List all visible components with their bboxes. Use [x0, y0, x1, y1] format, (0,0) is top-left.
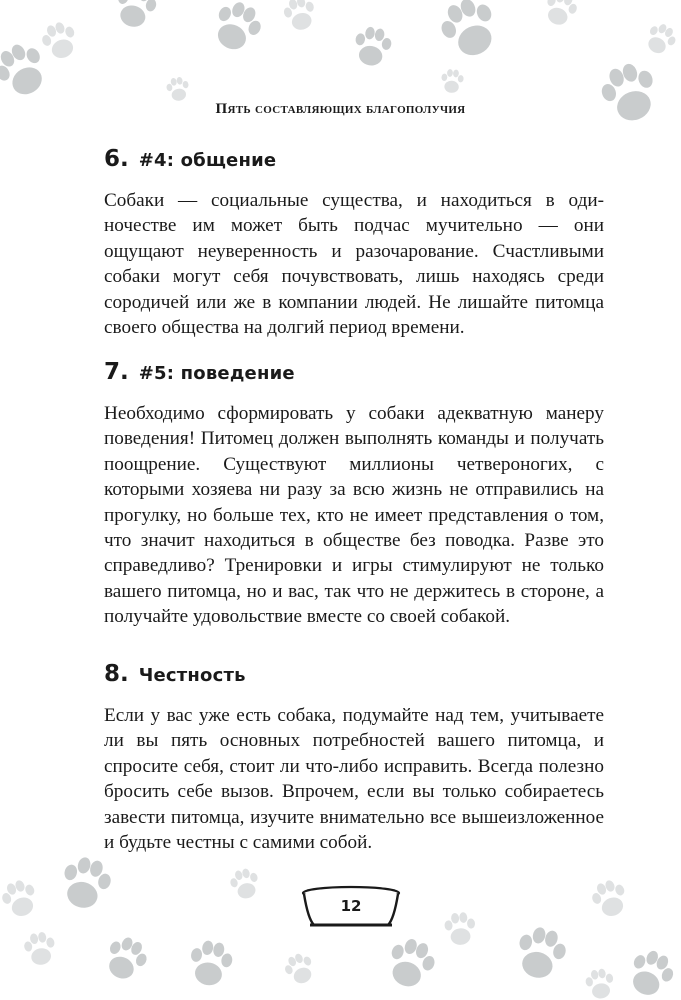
- section-6: [104, 146, 604, 340]
- paw-icon: [207, 0, 267, 57]
- section-number: 7.: [104, 359, 129, 385]
- paw-icon: [641, 20, 680, 59]
- section-title: #4: общение: [138, 150, 277, 171]
- paw-icon: [228, 866, 262, 901]
- section-body: Необходимо сформировать у собаки адекватную манеру поведения! Питомец должен выполнять команды и получать поощрение. Существуют миллионы четвероногих, с которыми хозяева ни разу за всю жизнь не отправились на прогулку, но больше тех, кто не имеет представления о том, что значит находиться в обществе без поводка. Разве это справедливо? Тренировки и игры стимулируют не только вашего питомца, но и вас, так что не держитесь в стороне, а получайте удовольствие вместе со своей собакой.: [104, 403, 604, 628]
- paw-icon: [100, 932, 152, 986]
- section-heading: [104, 359, 604, 385]
- paw-icon: [186, 938, 235, 988]
- paw-icon: [0, 876, 41, 920]
- paw-icon: [38, 18, 81, 62]
- paw-icon: [22, 930, 58, 967]
- paw-icon: [352, 25, 394, 69]
- paw-icon: [444, 911, 477, 946]
- section-heading: [104, 146, 604, 172]
- paw-icon: [588, 876, 631, 920]
- paw-icon: [0, 37, 54, 104]
- page-number-badge: [298, 885, 404, 931]
- section-number: 8.: [104, 661, 129, 687]
- paw-icon: [512, 923, 570, 983]
- section-body: Если у вас уже есть собака, подумайте над тем, учитываете ли вы пять основных потребностей вашего питомца, и спросите себя, стоит ли что-либо исправить. Всегда полезно бросить себе вызов. Впрочем, если вы только собираетесь завести питомца, изучите внимательно все вышеизложенное и будьте честны с самими собой.: [104, 705, 604, 854]
- paw-icon: [165, 76, 191, 103]
- page-number: 12: [340, 897, 362, 915]
- section-heading: [104, 661, 604, 687]
- paw-icon: [281, 950, 318, 988]
- section-8: [104, 661, 604, 855]
- paw-icon: [382, 934, 440, 993]
- section-title: Честность: [138, 665, 246, 686]
- section-title: #5: поведение: [138, 363, 295, 384]
- paw-icon: [57, 853, 115, 913]
- section-body: Собаки — социальные существа, и находиться в одиночестве им может быть подчас мучительно — они ощущают неуверенность и разочарование. Счастливыми собаки могут себя почувствовать, лишь находясь среди сородичей или же в компании людей. Не лишайте питомца своего общества на долгий период времени.: [104, 190, 604, 339]
- section-7: [104, 359, 604, 630]
- paw-icon: [281, 0, 319, 33]
- section-number: 6.: [104, 146, 129, 172]
- paw-icon: [434, 0, 505, 64]
- running-head: Пять составляющих благополучия: [215, 101, 466, 117]
- paw-icon: [584, 967, 616, 1000]
- paw-icon: [440, 68, 464, 93]
- paw-icon: [541, 0, 581, 29]
- paw-icon: [112, 0, 160, 31]
- paw-icon: [623, 945, 679, 1000]
